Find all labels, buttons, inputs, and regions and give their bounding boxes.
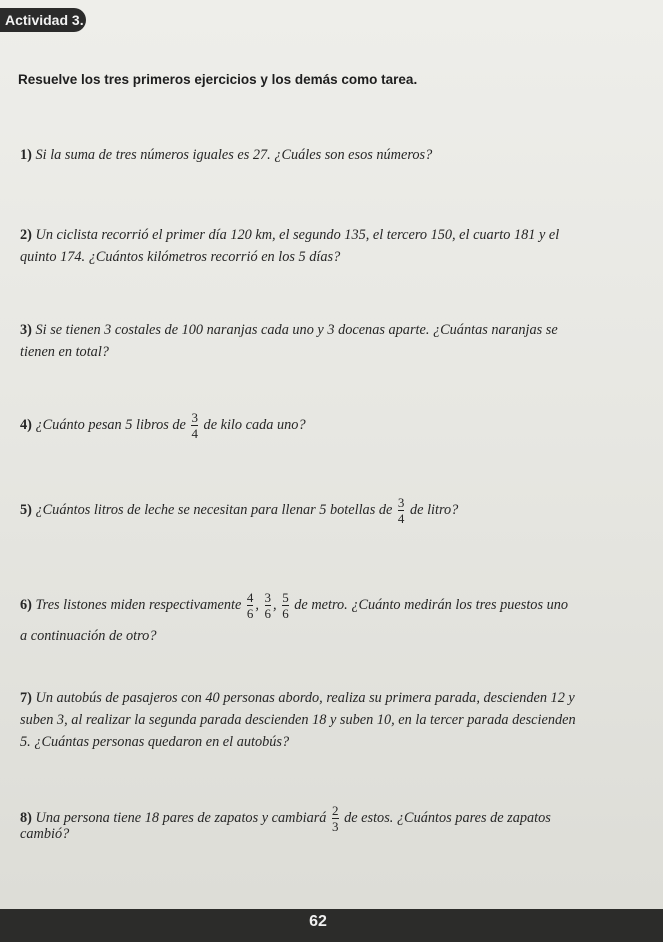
exercise-2-line-2: quinto 174. ¿Cuántos kilómetros recorrió en los 5 días? xyxy=(20,249,341,265)
fraction: $\frac{3}{6}$ xyxy=(264,590,272,621)
exercise-7-line-2: suben 3, al realizar la segunda parada descienden 18 y suben 10, en la tercer parada descienden xyxy=(20,712,576,728)
fraction: $\frac{3}{4}$ xyxy=(397,495,405,526)
exercise-text: de kilo cada uno? xyxy=(203,416,306,433)
exercise-7-line-3: 5. ¿Cuántas personas quedaron en el autobús? xyxy=(20,734,290,750)
exercise-7-line-1 xyxy=(20,690,575,707)
fraction: $\frac{2}{3}$ xyxy=(332,803,339,834)
exercise-text: de estos. ¿Cuántos pares de zapatos xyxy=(344,809,551,826)
exercise-3-line-2: tienen en total? xyxy=(20,344,109,360)
exercise-4 xyxy=(20,411,306,440)
exercise-number: 1) xyxy=(20,147,32,163)
exercise-text: Una persona tiene 18 pares de zapatos y cambiará xyxy=(35,809,327,826)
instructions-text: Resuelve los tres primeros ejercicios y los demás como tarea. xyxy=(18,72,418,87)
exercise-6-line-2: a continuación de otro? xyxy=(20,628,157,644)
exercise-5 xyxy=(20,496,458,525)
exercise-8-line-1 xyxy=(20,804,551,833)
exercise-text: ¿Cuántos litros de leche se necesitan para llenar 5 botellas de xyxy=(35,501,393,518)
exercise-number: 3) xyxy=(20,322,32,338)
exercise-text: de metro. ¿Cuánto medirán los tres puestos uno xyxy=(294,596,569,613)
exercise-number: 7) xyxy=(20,690,32,706)
exercise-6-line-1: 6) Tres listones miden respectivamente $\frac{4}{6}$ , $\frac{3}{6}$ , $\frac{5}{6}$ de metro. ¿Cuánto medirán los tres puestos uno xyxy=(20,590,569,621)
exercise-text: Tres listones miden respectivamente xyxy=(35,596,242,613)
fraction: $\frac{5}{6}$ xyxy=(282,590,289,621)
exercise-2-line-1 xyxy=(20,227,559,244)
exercise-number: 6) xyxy=(20,596,32,613)
exercise-number: 2) xyxy=(20,227,32,243)
exercise-text: de litro? xyxy=(410,501,459,518)
fraction: $\frac{4}{6}$ xyxy=(246,590,254,621)
exercise-text: Si la suma de tres números iguales es 27. ¿Cuáles son esos números? xyxy=(35,147,433,163)
exercise-number: 8) xyxy=(20,809,32,826)
page-number: 62 xyxy=(309,913,327,930)
exercise-3-line-1 xyxy=(20,322,558,339)
exercise-text: Si se tienen 3 costales de 100 naranjas cada uno y 3 docenas aparte. ¿Cuántas naranjas se xyxy=(35,322,558,338)
exercise-text: Un autobús de pasajeros con 40 personas abordo, realiza su primera parada, descienden 12 y xyxy=(35,690,575,706)
exercise-8-line-2: cambió? xyxy=(20,826,70,842)
activity-title: Actividad 3. xyxy=(0,8,86,32)
exercise-number: 5) xyxy=(20,501,32,518)
exercise-text: Un ciclista recorrió el primer día 120 km, el segundo 135, el tercero 150, el cuarto 181 y el xyxy=(35,227,560,243)
exercise-number: 4) xyxy=(20,416,32,433)
fraction: $\frac{3}{4}$ xyxy=(191,410,198,441)
exercise-text: ¿Cuánto pesan 5 libros de xyxy=(35,416,186,433)
exercise-1 xyxy=(20,147,432,164)
